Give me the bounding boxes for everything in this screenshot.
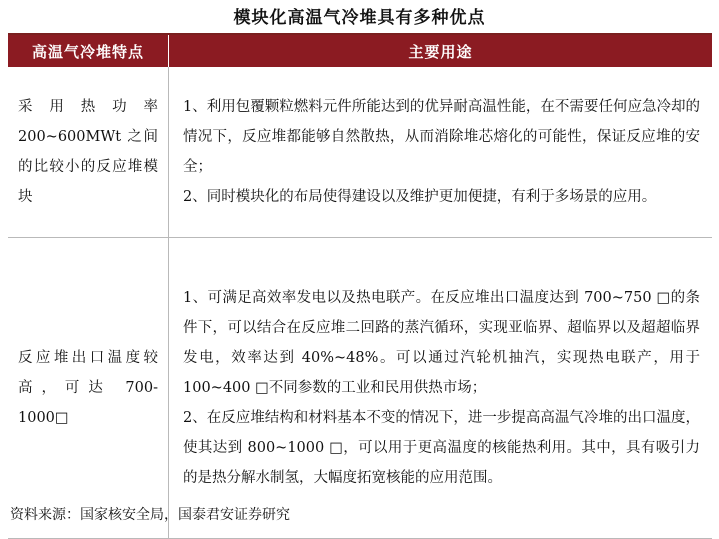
use-paragraph: 1、利用包覆颗粒燃料元件所能达到的优异耐高温性能，在不需要任何应急冷却的情况下，反应堆都能够自然散热，从而消除堆芯熔化的可能性，保证反应堆的安全； bbox=[183, 99, 700, 175]
uses-cell bbox=[169, 238, 713, 539]
use-paragraph: 1、可满足高效率发电以及热电联产。在反应堆出口温度达到 700~750 □的条件下，可以结合在反应堆二回路的蒸汽循环，实现亚临界、超临界以及超超临界发电，效率达到 40%~48%。可以通过汽轮机抽汽，实现热电联产，用于 100~400 □不同参数的工业和民用供热市场； bbox=[183, 290, 700, 396]
header-uses: 主要用途 bbox=[169, 35, 713, 67]
advantages-table bbox=[8, 35, 712, 539]
source-note: 资料来源：国家核安全局，国泰君安证券研究 bbox=[10, 507, 290, 523]
uses-cell bbox=[169, 67, 713, 238]
header-feature: 高温气冷堆特点 bbox=[8, 35, 169, 67]
table-row bbox=[8, 238, 712, 539]
header-row bbox=[8, 35, 712, 67]
feature-cell: 采用热功率 200~600MWt 之间的比较小的反应堆模块 bbox=[8, 67, 169, 238]
feature-cell: 反应堆出口温度较高，可达 700-1000□ bbox=[8, 238, 169, 539]
table-row bbox=[8, 67, 712, 238]
use-paragraph: 2、同时模块化的布局使得建设以及维护更加便捷，有利于多场景的应用。 bbox=[183, 189, 657, 205]
use-paragraph: 2、在反应堆结构和材料基本不变的情况下，进一步提高高温气冷堆的出口温度，使其达到 800~1000 □，可以用于更高温度的核能热利用。其中，具有吸引力的是热分解水制氢，大幅度拓宽核能的应用范围。 bbox=[183, 410, 700, 486]
table-title: 模块化高温气冷堆具有多种优点 bbox=[233, 8, 486, 28]
